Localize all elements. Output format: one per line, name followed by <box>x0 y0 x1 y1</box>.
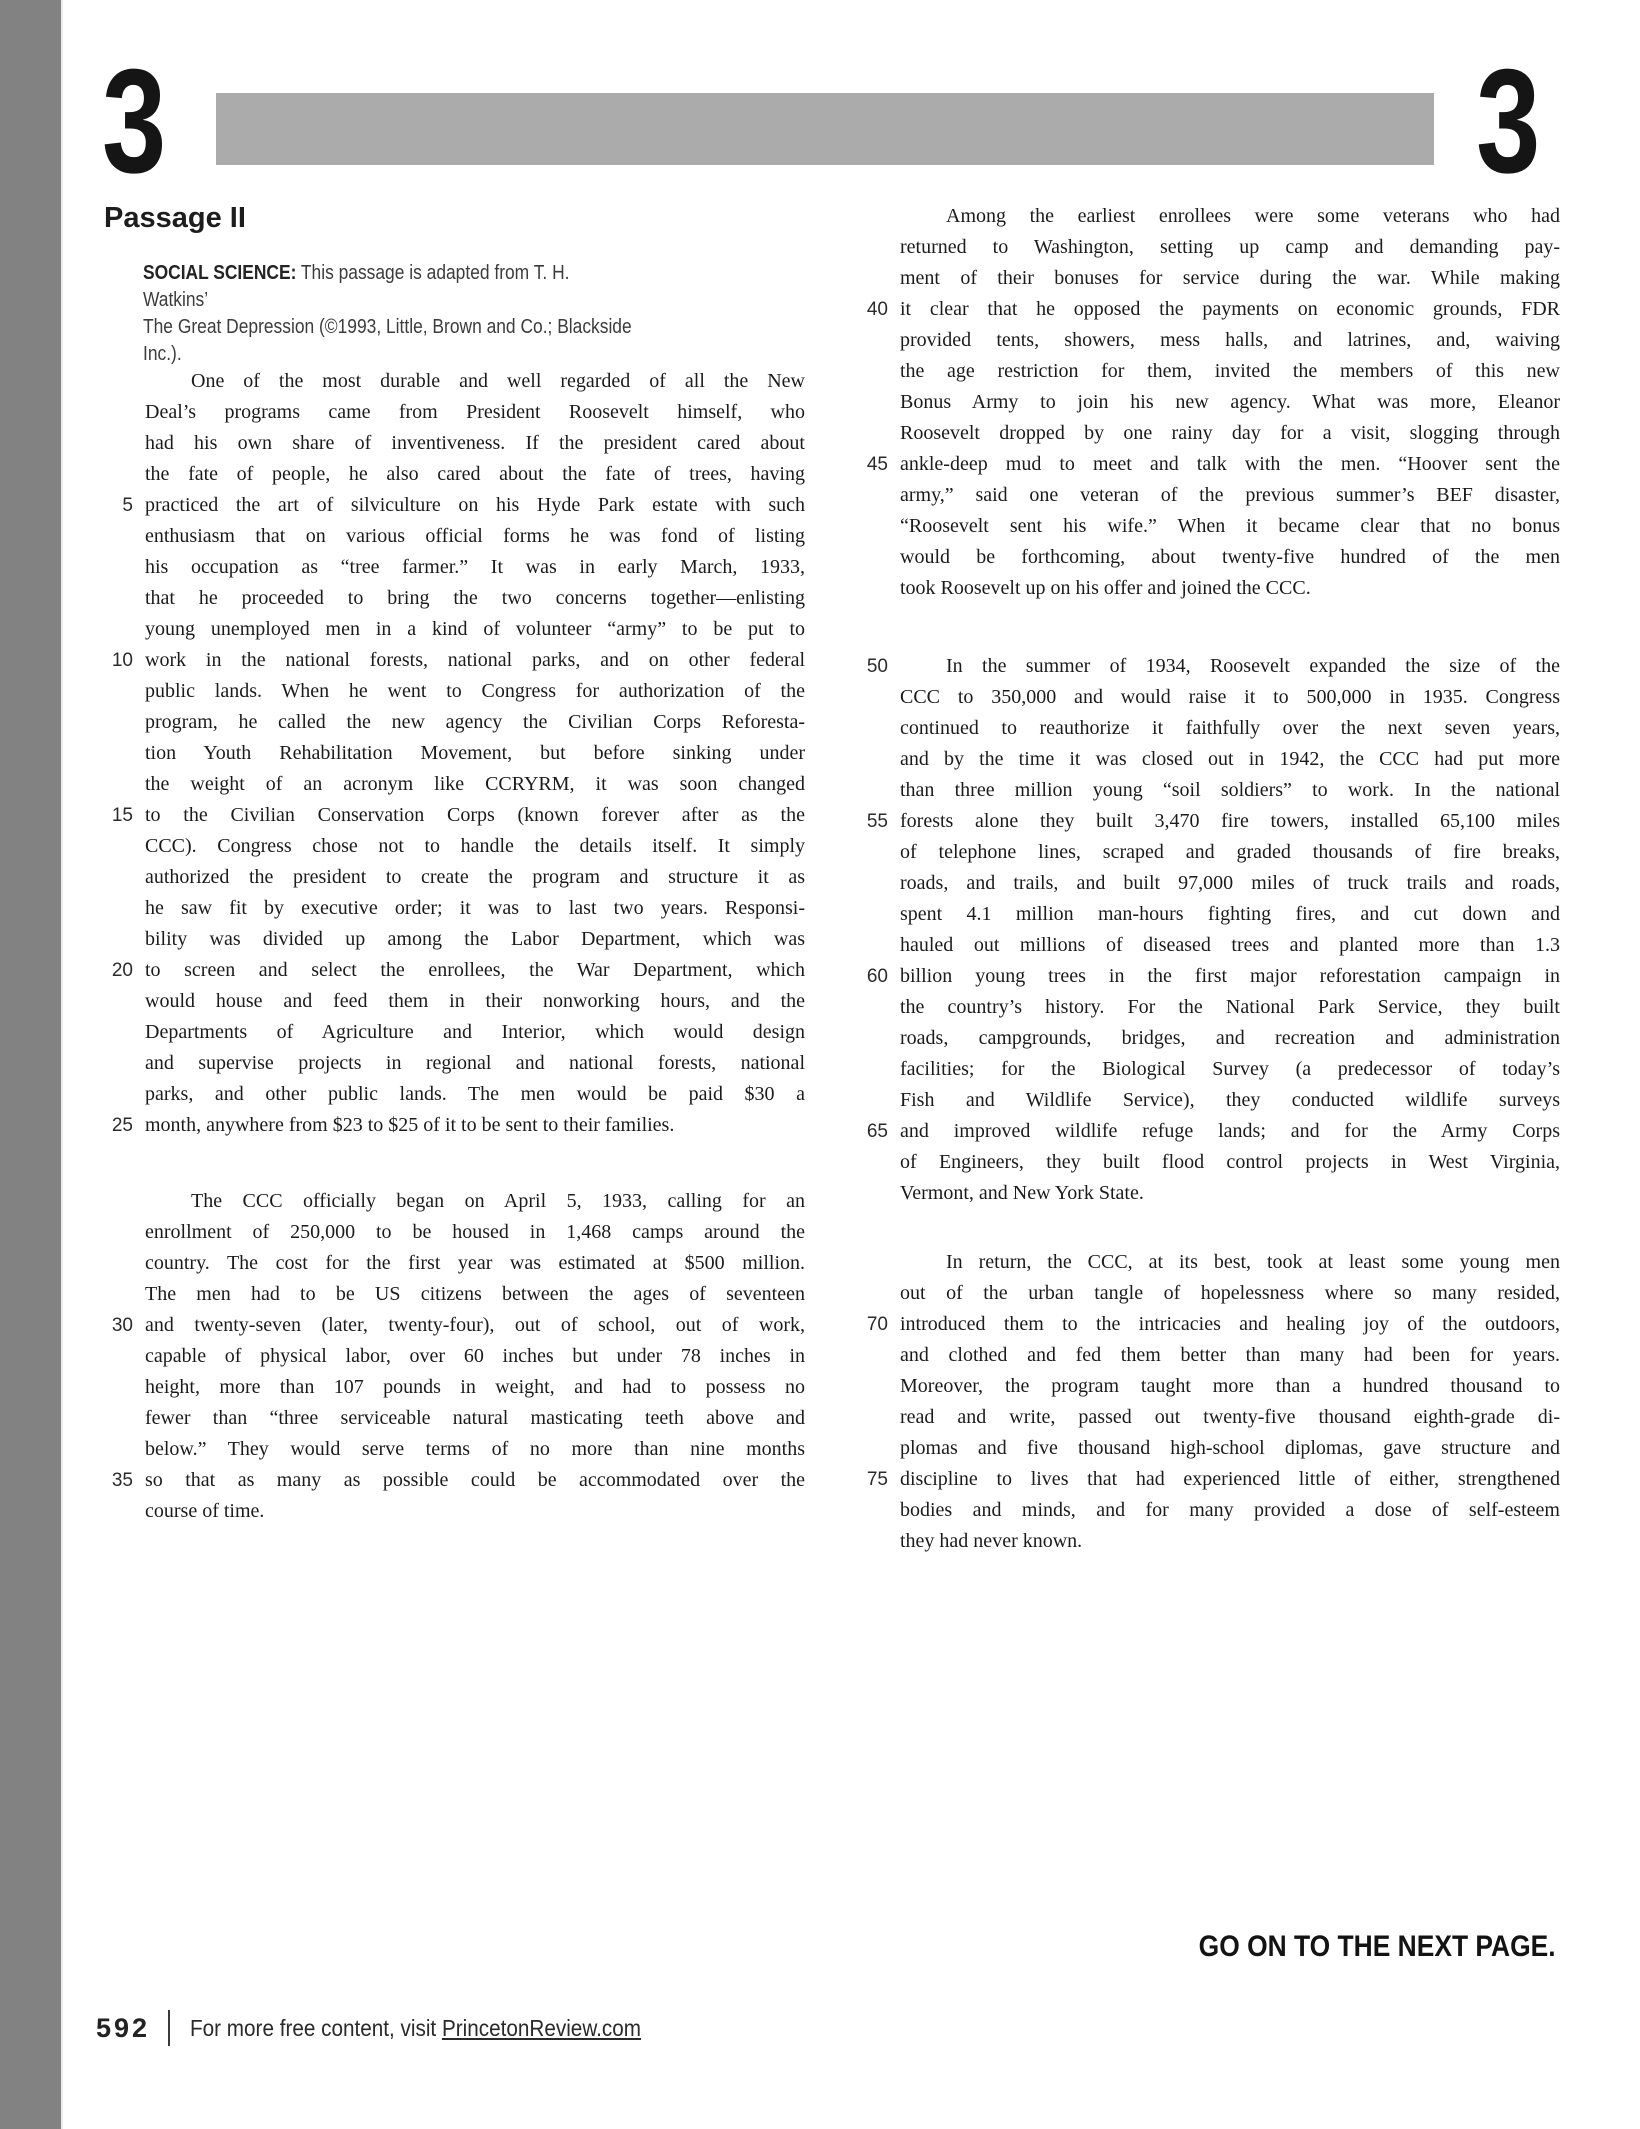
line-number <box>850 1371 900 1402</box>
line-number <box>850 1178 900 1209</box>
passage-line <box>850 1247 1560 1278</box>
passage-line <box>95 955 805 986</box>
passage-line <box>95 1217 805 1248</box>
passage-line <box>95 583 805 614</box>
line-number <box>95 1403 145 1434</box>
passage-line <box>850 837 1560 868</box>
passage-text: and by the time it was closed out in 1942, the CCC had put more <box>900 748 1560 770</box>
line-number: 60 <box>866 966 888 987</box>
passage-line <box>850 573 1560 604</box>
line-number <box>95 366 145 397</box>
passage-text: Fish and Wildlife Service), they conducted wildlife surveys <box>900 1089 1560 1111</box>
line-number <box>95 862 145 893</box>
footer-divider <box>168 2010 170 2046</box>
line-number <box>95 1372 145 1403</box>
passage-text: capable of physical labor, over 60 inches but under 78 inches in <box>145 1345 805 1367</box>
line-number <box>850 1495 900 1526</box>
passage-line <box>95 862 805 893</box>
passage-text: One of the most durable and well regarded of all the New <box>191 370 805 392</box>
line-number <box>850 837 900 868</box>
passage-line <box>95 738 805 769</box>
line-number <box>850 232 900 263</box>
line-number <box>95 986 145 1017</box>
passage-line <box>95 1403 805 1434</box>
passage-line <box>95 1434 805 1465</box>
line-number: 45 <box>866 454 888 475</box>
passage-line <box>95 1248 805 1279</box>
passage-line <box>850 232 1560 263</box>
passage-text: roads, campgrounds, bridges, and recreation and administration <box>900 1027 1560 1049</box>
line-number <box>850 1247 900 1278</box>
passage-line <box>95 614 805 645</box>
passage-line <box>850 992 1560 1023</box>
passage-text: public lands. When he went to Congress for authorization of the <box>145 680 805 702</box>
passage-line <box>95 831 805 862</box>
line-number <box>850 682 900 713</box>
passage-text: and twenty-seven (later, twenty-four), out of school, out of work, <box>145 1314 805 1336</box>
paragraph-gap <box>850 1209 1560 1247</box>
passage-line <box>95 459 805 490</box>
passage-line <box>95 1110 805 1141</box>
passage-text: enrollment of 250,000 to be housed in 1,468 camps around the <box>145 1221 805 1243</box>
passage-text: authorized the president to create the program and structure it as <box>145 866 805 888</box>
passage-text: Roosevelt dropped by one rainy day for a visit, slogging through <box>900 422 1560 444</box>
line-number <box>95 552 145 583</box>
passage-line <box>850 418 1560 449</box>
passage-text: “Roosevelt sent his wife.” When it became clear that no bonus <box>900 515 1560 537</box>
line-number <box>95 1217 145 1248</box>
passage-text: program, he called the new agency the Civilian Corps Reforesta- <box>145 711 805 733</box>
source-note-text: This passage is adapted from T. H. Watkins’ <box>143 262 570 311</box>
line-number <box>95 769 145 800</box>
passage-line <box>95 1079 805 1110</box>
passage-line <box>95 366 805 397</box>
line-number <box>95 1279 145 1310</box>
line-number: 25 <box>111 1115 133 1136</box>
line-number <box>850 263 900 294</box>
passage-text: CCC to 350,000 and would raise it to 500,000 in 1935. Congress <box>900 686 1560 708</box>
line-number: 70 <box>866 1314 888 1335</box>
passage-text: that he proceeded to bring the two concerns together—enlisting <box>145 587 805 609</box>
passage-text: below.” They would serve terms of no more than nine months <box>145 1438 805 1460</box>
passage-line <box>850 1433 1560 1464</box>
passage-column-right <box>850 201 1560 1557</box>
passage-text: so that as many as possible could be accommodated over the <box>145 1469 805 1491</box>
passage-text: to the Civilian Conservation Corps (known forever after as the <box>145 804 805 826</box>
passage-line <box>95 1279 805 1310</box>
source-note-line <box>143 260 635 314</box>
passage-text: it clear that he opposed the payments on economic grounds, FDR <box>900 298 1560 320</box>
line-number <box>850 1526 900 1557</box>
line-number <box>850 1147 900 1178</box>
line-number: 30 <box>111 1315 133 1336</box>
passage-text: of telephone lines, scraped and graded thousands of fire breaks, <box>900 841 1560 863</box>
passage-text: Departments of Agriculture and Interior, which would design <box>145 1021 805 1043</box>
line-number: 55 <box>866 811 888 832</box>
paragraph-gap <box>850 604 1560 651</box>
source-note-line: Inc.). <box>143 343 182 365</box>
passage-line <box>850 201 1560 232</box>
passage-line <box>850 387 1560 418</box>
passage-text: Moreover, the program taught more than a hundred thousand to <box>900 1375 1560 1397</box>
passage-text: bility was divided up among the Labor Department, which was <box>145 928 805 950</box>
line-number <box>850 573 900 604</box>
passage-text: ankle-deep mud to meet and talk with the men. “Hoover sent the <box>900 453 1560 475</box>
line-number <box>850 511 900 542</box>
page-footer <box>96 2010 691 2046</box>
passage-text: country. The cost for the first year was estimated at $500 million. <box>145 1252 805 1274</box>
passage-line <box>850 294 1560 325</box>
passage-line <box>850 1340 1560 1371</box>
passage-line <box>95 428 805 459</box>
passage-line <box>850 1054 1560 1085</box>
passage-text: out of the urban tangle of hopelessness where so many resided, <box>900 1282 1560 1304</box>
line-number <box>95 397 145 428</box>
passage-text: would be forthcoming, about twenty-five hundred of the men <box>900 546 1560 568</box>
passage-line <box>850 263 1560 294</box>
passage-text: of Engineers, they built flood control projects in West Virginia, <box>900 1151 1560 1173</box>
passage-line <box>850 1309 1560 1340</box>
line-number <box>95 1079 145 1110</box>
line-number <box>95 1496 145 1527</box>
passage-line <box>95 800 805 831</box>
line-number <box>850 899 900 930</box>
line-number <box>850 1402 900 1433</box>
passage-line <box>95 1496 805 1527</box>
line-number <box>850 744 900 775</box>
passage-text: fewer than “three serviceable natural masticating teeth above and <box>145 1407 805 1429</box>
passage-text: and clothed and fed them better than many had been for years. <box>900 1344 1560 1366</box>
go-on-instruction: GO ON TO THE NEXT PAGE. <box>1199 1930 1556 1963</box>
passage-line <box>850 713 1560 744</box>
princeton-review-link[interactable]: PrincetonReview.com <box>442 2014 642 2041</box>
line-number <box>95 614 145 645</box>
passage-text: The CCC officially began on April 5, 1933, calling for an <box>191 1190 805 1212</box>
line-number <box>95 738 145 769</box>
passage-line <box>95 552 805 583</box>
passage-text: billion young trees in the first major reforestation campaign in <box>900 965 1560 987</box>
passage-text: continued to reauthorize it faithfully over the next seven years, <box>900 717 1560 739</box>
line-number <box>95 459 145 490</box>
passage-line <box>850 511 1560 542</box>
passage-text: In return, the CCC, at its best, took at least some young men <box>946 1251 1560 1273</box>
passage-text: month, anywhere from $23 to $25 of it to be sent to their families. <box>145 1114 675 1136</box>
passage-line <box>850 1147 1560 1178</box>
passage-text: enthusiasm that on various official forms he was fond of listing <box>145 525 805 547</box>
passage-text: and improved wildlife refuge lands; and for the Army Corps <box>900 1120 1560 1142</box>
line-number: 40 <box>866 299 888 320</box>
passage-line <box>850 1178 1560 1209</box>
section-number-right: 3 <box>1475 39 1540 204</box>
passage-line <box>850 1371 1560 1402</box>
passage-text: work in the national forests, national parks, and on other federal <box>145 649 805 671</box>
passage-line <box>850 1464 1560 1495</box>
passage-line <box>95 645 805 676</box>
passage-line <box>850 961 1560 992</box>
line-number <box>95 428 145 459</box>
passage-text: returned to Washington, setting up camp and demanding pay- <box>900 236 1560 258</box>
line-number <box>95 583 145 614</box>
line-number: 20 <box>111 960 133 981</box>
passage-text: parks, and other public lands. The men would be paid $30 a <box>145 1083 805 1105</box>
passage-heading: Passage II <box>104 202 246 234</box>
line-number <box>95 1248 145 1279</box>
passage-text: height, more than 107 pounds in weight, and had to possess no <box>145 1376 805 1398</box>
passage-line <box>850 1023 1560 1054</box>
passage-text: he saw fit by executive order; it was to last two years. Responsi- <box>145 897 805 919</box>
passage-text: forests alone they built 3,470 fire towers, installed 65,100 miles <box>900 810 1560 832</box>
line-number <box>95 1434 145 1465</box>
line-number <box>850 542 900 573</box>
passage-text: the country’s history. For the National Park Service, they built <box>900 996 1560 1018</box>
line-number <box>850 868 900 899</box>
passage-line <box>95 924 805 955</box>
line-number: 50 <box>866 656 888 677</box>
line-number <box>850 1433 900 1464</box>
passage-line <box>850 775 1560 806</box>
passage-text: took Roosevelt up on his offer and joined the CCC. <box>900 577 1311 599</box>
line-number <box>850 1085 900 1116</box>
passage-text: his occupation as “tree farmer.” It was in early March, 1933, <box>145 556 805 578</box>
paragraph-gap <box>95 1141 805 1186</box>
passage-text: facilities; for the Biological Survey (a predecessor of today’s <box>900 1058 1560 1080</box>
passage-text: plomas and five thousand high-school diplomas, gave structure and <box>900 1437 1560 1459</box>
passage-line <box>850 682 1560 713</box>
line-number <box>850 930 900 961</box>
passage-line <box>850 1402 1560 1433</box>
line-number <box>95 831 145 862</box>
passage-line <box>95 707 805 738</box>
passage-line <box>850 1495 1560 1526</box>
passage-text: In the summer of 1934, Roosevelt expanded the size of the <box>946 655 1560 677</box>
passage-text: and supervise projects in regional and national forests, national <box>145 1052 805 1074</box>
passage-text: introduced them to the intricacies and healing joy of the outdoors, <box>900 1313 1560 1335</box>
passage-line <box>95 986 805 1017</box>
passage-line <box>850 744 1560 775</box>
line-number: 65 <box>866 1121 888 1142</box>
passage-line <box>850 325 1560 356</box>
passage-text: read and write, passed out twenty-five thousand eighth-grade di- <box>900 1406 1560 1428</box>
passage-text: Vermont, and New York State. <box>900 1182 1144 1204</box>
source-note <box>143 260 635 368</box>
passage-column-left <box>95 366 805 1527</box>
passage-text: bodies and minds, and for many provided a dose of self-esteem <box>900 1499 1560 1521</box>
passage-text: provided tents, showers, mess halls, and latrines, and, waiving <box>900 329 1560 351</box>
passage-line <box>95 1372 805 1403</box>
passage-line <box>850 356 1560 387</box>
line-number <box>95 521 145 552</box>
passage-line <box>95 893 805 924</box>
line-number <box>850 325 900 356</box>
passage-text: hauled out millions of diseased trees and planted more than 1.3 <box>900 934 1560 956</box>
line-number <box>850 1054 900 1085</box>
passage-text: they had never known. <box>900 1530 1083 1552</box>
line-number <box>95 676 145 707</box>
passage-line <box>850 1278 1560 1309</box>
passage-line <box>850 1116 1560 1147</box>
line-number <box>95 924 145 955</box>
passage-text: than three million young “soil soldiers” to work. In the national <box>900 779 1560 801</box>
passage-line <box>95 1310 805 1341</box>
line-number <box>850 713 900 744</box>
line-number <box>850 480 900 511</box>
passage-line <box>850 1085 1560 1116</box>
line-number <box>850 387 900 418</box>
line-number: 10 <box>111 650 133 671</box>
passage-line <box>95 769 805 800</box>
passage-text: the weight of an acronym like CCRYRM, it was soon changed <box>145 773 805 795</box>
passage-text: Among the earliest enrollees were some veterans who had <box>946 205 1560 227</box>
line-number <box>95 893 145 924</box>
line-number <box>95 1186 145 1217</box>
line-number: 75 <box>866 1469 888 1490</box>
passage-line <box>850 930 1560 961</box>
passage-line <box>850 868 1560 899</box>
line-number <box>95 707 145 738</box>
passage-text: had his own share of inventiveness. If the president cared about <box>145 432 805 454</box>
passage-text: Bonus Army to join his new agency. What was more, Eleanor <box>900 391 1560 413</box>
line-number <box>95 1341 145 1372</box>
passage-text: army,” said one veteran of the previous summer’s BEF disaster, <box>900 484 1560 506</box>
line-number <box>95 1048 145 1079</box>
passage-line <box>850 480 1560 511</box>
passage-text: would house and feed them in their nonworking hours, and the <box>145 990 805 1012</box>
line-number <box>850 1340 900 1371</box>
line-number: 35 <box>111 1470 133 1491</box>
line-number <box>850 418 900 449</box>
section-number-left: 3 <box>102 39 167 204</box>
line-number: 5 <box>122 495 133 516</box>
passage-line <box>95 1048 805 1079</box>
passage-text: Deal’s programs came from President Roosevelt himself, who <box>145 401 805 423</box>
passage-line <box>850 449 1560 480</box>
line-number <box>850 201 900 232</box>
passage-line <box>850 1526 1560 1557</box>
header-bar <box>216 93 1434 165</box>
passage-text: course of time. <box>145 1500 265 1522</box>
passage-line <box>95 1017 805 1048</box>
footer-note-text: For more free content, visit <box>190 2014 443 2041</box>
passage-line <box>850 806 1560 837</box>
passage-text: practiced the art of silviculture on his Hyde Park estate with such <box>145 494 805 516</box>
passage-text: roads, and trails, and built 97,000 miles of truck trails and roads, <box>900 872 1560 894</box>
passage-text: CCC). Congress chose not to handle the details itself. It simply <box>145 835 805 857</box>
source-note-label: SOCIAL SCIENCE: <box>143 262 297 284</box>
passage-line <box>850 899 1560 930</box>
passage-line <box>850 542 1560 573</box>
line-number <box>850 356 900 387</box>
source-note-line: The Great Depression (©1993, Little, Brown and Co.; Blackside <box>143 316 632 338</box>
page-edge-strip <box>0 0 63 2129</box>
passage-line <box>95 1186 805 1217</box>
line-number <box>95 1017 145 1048</box>
passage-line <box>95 397 805 428</box>
footer-note <box>190 2015 641 2042</box>
passage-line <box>95 676 805 707</box>
passage-text: spent 4.1 million man-hours fighting fires, and cut down and <box>900 903 1560 925</box>
line-number <box>850 1023 900 1054</box>
passage-text: the age restriction for them, invited the members of this new <box>900 360 1560 382</box>
passage-line <box>850 651 1560 682</box>
passage-text: The men had to be US citizens between the ages of seventeen <box>145 1283 805 1305</box>
passage-text: the fate of people, he also cared about the fate of trees, having <box>145 463 805 485</box>
passage-line <box>95 1465 805 1496</box>
page-number: 592 <box>96 2012 151 2043</box>
line-number <box>850 775 900 806</box>
passage-text: young unemployed men in a kind of volunteer “army” to be put to <box>145 618 805 640</box>
passage-text: to screen and select the enrollees, the War Department, which <box>145 959 805 981</box>
passage-text: ment of their bonuses for service during the war. While making <box>900 267 1560 289</box>
passage-line <box>95 1341 805 1372</box>
line-number <box>850 992 900 1023</box>
passage-line <box>95 521 805 552</box>
passage-text: tion Youth Rehabilitation Movement, but before sinking under <box>145 742 805 764</box>
passage-line <box>95 490 805 521</box>
passage-text: discipline to lives that had experienced little of either, strengthened <box>900 1468 1560 1490</box>
line-number: 15 <box>111 805 133 826</box>
line-number <box>850 1278 900 1309</box>
